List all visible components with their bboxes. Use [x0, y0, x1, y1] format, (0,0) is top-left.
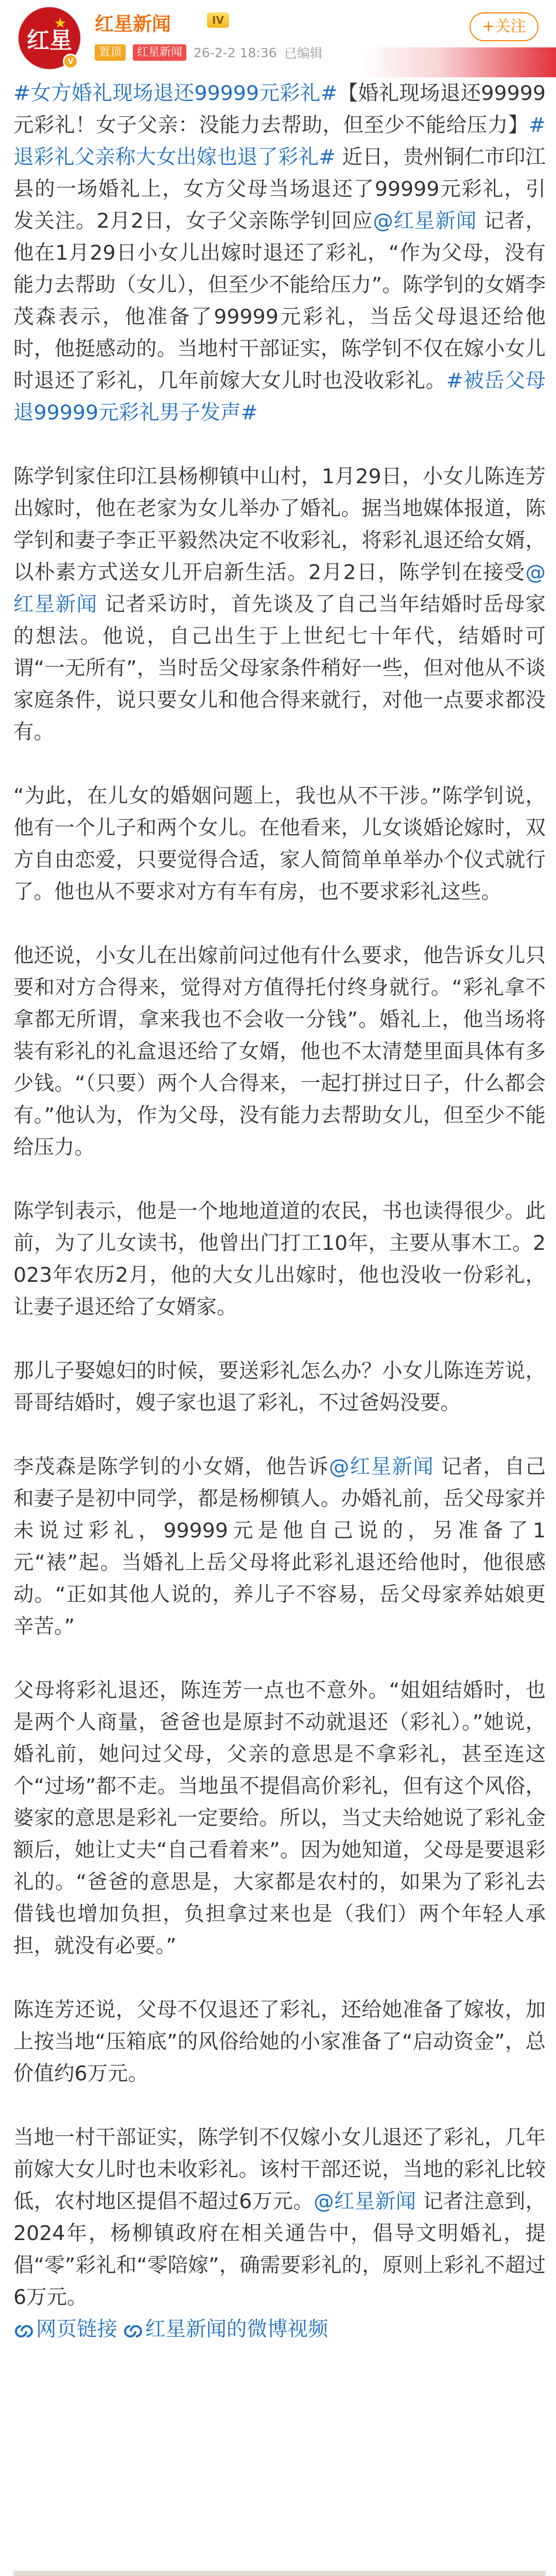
hashtag-link[interactable]: #女方婚礼现场退还99999元彩礼#: [13, 81, 338, 105]
mention-link[interactable]: @红星新闻: [328, 1455, 435, 1479]
mention-link[interactable]: @红星新闻: [373, 209, 477, 233]
body-text: 记者采访时，首先谈及了自己当年结婚时岳母家的想法。他说，自己出生于上世纪七十年代，结婚时可谓“一无所有”，当时岳父母家条件稍好一些，但对他从不谈家庭条件，说只要女儿和他合得来就行，对他一点要求都没有。: [13, 592, 546, 744]
body-text: 记者注意到，2024年，杨柳镇政府在相关通告中，倡导文明婚礼，提倡“零”彩礼和“零陪嫁”，确需要彩礼的，原则上彩礼不超过6万元。: [13, 2190, 546, 2309]
paragraph: [13, 1674, 546, 1962]
paragraph: [13, 1195, 546, 1323]
body-text: 记者，他在1月29日小女儿出嫁时退还了彩礼，“作为父母，没有能力去帮助（女儿），但至少不能给压力”。陈学钊的女婿李茂森表示，他准备了99999元彩礼，当岳父母退还给他时，他挺感动的。当地村干部证实，陈学钊不仅在嫁小女儿时退还了彩礼，几年前嫁大女儿时也没收彩礼。: [13, 209, 546, 393]
mention-link[interactable]: @红星新闻: [314, 2190, 416, 2213]
paragraph: [13, 2122, 546, 2345]
post-meta: [95, 43, 323, 62]
body-text: 父母将彩礼退还，陈连芳一点也不意外。“姐姐结婚时，也是两个人商量，爸爸也是原封不动就退还（彩礼）。”她说，婚礼前，她问过父母，父亲的意思是不拿彩礼，甚至连这个“过场”都不走。当地虽不提倡高价彩礼，但有这个风俗，婆家的意思是彩礼一定要给。所以，当丈夫给她说了彩礼金额后，她让丈夫“自己看着来”。因为她知道，父母是要退彩礼的。“爸爸的意思是，大家都是农村的，如果为了彩礼去借钱也增加负担，负担拿过来也是（我们）两个年轻人承担，就没有必要。”: [13, 1679, 546, 1958]
paragraph: [13, 780, 546, 908]
video-link[interactable]: 红星新闻的微博视频: [145, 2317, 328, 2341]
edited-label: 已编辑: [284, 46, 323, 61]
author-name[interactable]: 红星新闻: [95, 13, 171, 35]
body-text: 当地一村干部证实，陈学钊不仅嫁小女儿退还了彩礼，几年前嫁大女儿时也未收彩礼。该村干部还说，当地的彩礼比较低，农村地区提倡不超过6万元。: [13, 2126, 546, 2213]
paragraph-text: [13, 2126, 546, 2309]
paragraph: [13, 940, 546, 1163]
verified-badge-icon: V: [63, 54, 78, 69]
link-icon: [13, 2320, 31, 2338]
video-thumbnail[interactable]: [13, 2571, 546, 2576]
paragraph: [13, 77, 546, 429]
body-text: 那儿子娶媳妇的时候，要送彩礼怎么办？小女儿陈连芳说，哥哥结婚时，嫂子家也退了彩礼，不过爸妈没要。: [13, 1359, 546, 1415]
body-text: 近日，贵州铜仁市印江县的一场婚礼上，女方父母当场退还了99999元彩礼，引发关注。2月2日，女子父亲陈学钊回应: [13, 145, 546, 233]
body-text: 他还说，小女儿在出嫁前问过他有什么要求，他告诉女儿只要和对方合得来，觉得对方值得托付终身就行。“彩礼拿不拿都无所谓，拿来我也不会收一分钱”。婚礼上，他当场将装有彩礼的礼盒退还给了女婿，他也不太清楚里面具体有多少钱。“（只要）两个人合得来，一起打拼过日子，什么都会有。”他认为，作为父母，没有能力去帮助女儿，但至少不能给压力。: [13, 944, 546, 1159]
link-row: [13, 2313, 546, 2345]
paragraph: [13, 461, 546, 748]
web-link[interactable]: 网页链接: [36, 2317, 117, 2341]
body-text: 【婚礼现场退还99999元彩礼！女子父亲：没能力去帮助，但至少不能给压力】: [13, 81, 546, 137]
hashtag-link[interactable]: #被岳父母退99999元彩礼男子发声#: [13, 369, 546, 425]
level-badge: IV: [207, 12, 229, 28]
post-header: [0, 0, 556, 77]
photo-background: [13, 2571, 546, 2576]
body-text: 记者，自己和妻子是初中同学，都是杨柳镇人。办婚礼前，岳父母家并未说过彩礼，99999元是他自己说的，另准备了1元“裱”起。当婚礼上岳父母将此彩礼退还给他时，他很感动。“正如其他人说的，养儿子不容易，岳父母家养姑娘更辛苦。”: [13, 1455, 546, 1638]
paragraph: [13, 1994, 546, 2090]
post-body: [13, 77, 546, 2345]
mention-link[interactable]: @红星新闻: [13, 561, 546, 616]
post-timestamp: 26-2-2 18:36: [194, 45, 277, 60]
body-text: 陈学钊家住印江县杨柳镇中山村，1月29日，小女儿陈连芳出嫁时，他在老家为女儿举办了婚礼。据当地媒体报道，陈学钊和妻子李正平毅然决定不收彩礼，将彩礼退还给女婿，以朴素方式送女儿开启新生活。2月2日，陈学钊在接受: [13, 465, 546, 584]
body-text: 李茂森是陈学钊的小女婿，他告诉: [13, 1455, 329, 1479]
paragraph: [13, 1451, 546, 1642]
header-decoration: [360, 47, 556, 77]
follow-button[interactable]: +关注: [470, 12, 538, 41]
hashtag-link[interactable]: #退彩礼父亲称大女出嫁也退了彩礼#: [13, 113, 546, 169]
paragraph: [13, 1355, 546, 1419]
avatar-logo: 红星: [27, 27, 72, 54]
source-tag: 红星新闻: [133, 44, 186, 61]
body-text: “为此，在儿女的婚姻问题上，我也从不干涉。”陈学钊说，他有一个儿子和两个女儿。在他看来，儿女谈婚论嫁时，双方自由恋爱，只要觉得合适，家人简简单单举办个仪式就行了。他也从不要求对方有车有房，也不要求彩礼这些。: [13, 784, 546, 904]
link-icon: [123, 2320, 140, 2338]
body-text: 陈连芳还说，父母不仅退还了彩礼，还给她准备了嫁妆，加上按当地“压箱底”的风俗给她的小家准备了“启动资金”，总价值约6万元。: [13, 1998, 546, 2086]
body-text: 陈学钊表示，他是一个地地道道的农民，书也读得很少。此前，为了儿女读书，他曾出门打工10年，主要从事木工。2023年农历2月，他的大女儿出嫁时，他也没收一份彩礼，让妻子退还给了女婿家。: [13, 1199, 546, 1319]
pinned-tag: 置顶: [95, 44, 126, 61]
